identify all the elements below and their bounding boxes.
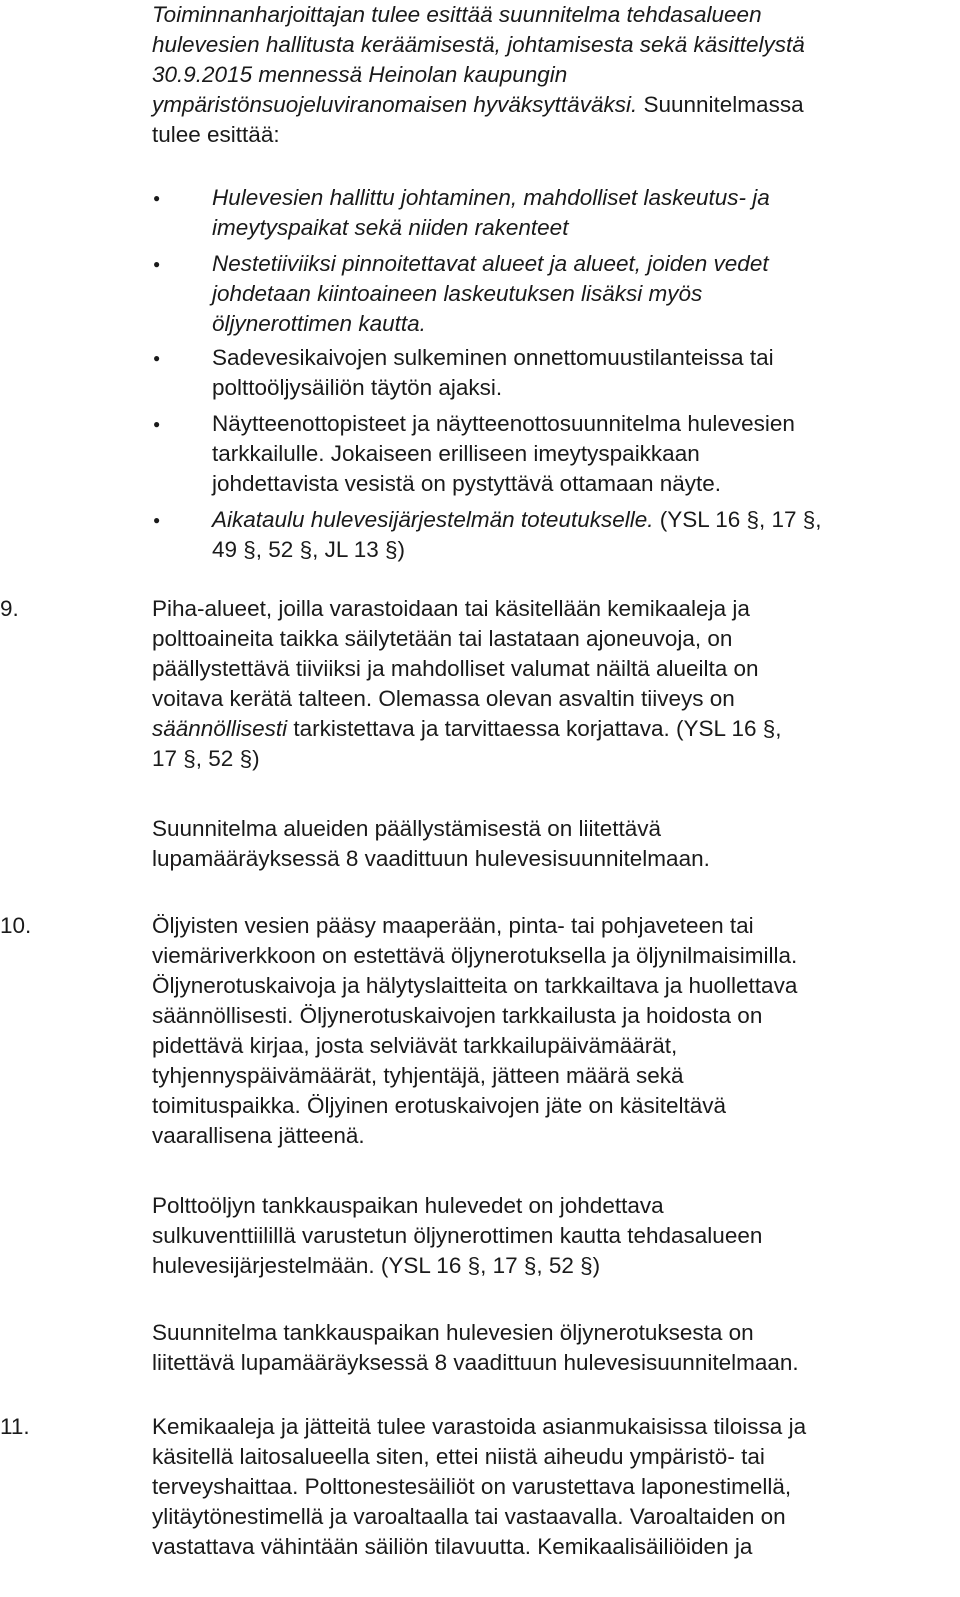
intro-line-2: hulevesien hallitusta keräämisestä, johtamisesta sekä käsittelystä: [152, 32, 805, 57]
bullet-4-line-3: johdettavista vesistä on pystyttävä ottamaan näyte.: [212, 471, 722, 496]
s10-line-1: Öljyisten vesien pääsy maaperään, pinta- tai pohjaveteen tai: [152, 913, 754, 938]
bullet-icon: ●: [153, 191, 161, 205]
s9-line-4: voitava kerätä talteen. Olemassa olevan asvaltin tiiveys on: [152, 686, 735, 711]
section-number: 10.: [0, 913, 32, 938]
intro-line-4-italic: ympäristönsuojeluviranomaisen hyväksyttäväksi.: [152, 92, 638, 117]
s10-line-6: tyhjennyspäivämäärät, tyhjentäjä, jätteen määrä sekä: [152, 1063, 684, 1088]
intro-line-4-regular: Suunnitelmassa: [643, 92, 804, 117]
s10-p2-line-3: hulevesijärjestelmään. (YSL 16 §, 17 §, 52 §): [152, 1253, 601, 1278]
section-number: 11.: [0, 1414, 30, 1439]
bullet-2-line-1: Nestetiiviiksi pinnoitettavat alueet ja alueet, joiden vedet: [212, 251, 769, 276]
s9-line-1: Piha-alueet, joilla varastoidaan tai käsitellään kemikaaleja ja: [152, 596, 750, 621]
s10-p2-line-1: Polttoöljyn tankkauspaikan hulevedet on johdettava: [152, 1193, 664, 1218]
s10-line-2: viemäriverkkoon on estettävä öljynerotuksella ja öljynilmaisimilla.: [152, 943, 798, 968]
bullet-1-line-1: Hulevesien hallittu johtaminen, mahdolliset laskeutus- ja: [212, 185, 770, 210]
bullet-icon: ●: [153, 351, 161, 365]
s9-line-6: 17 §, 52 §): [152, 746, 260, 771]
s10-p3-line-1: Suunnitelma tankkauspaikan hulevesien öljynerotuksesta on: [152, 1320, 754, 1345]
bullet-5-line-2: 49 §, 52 §, JL 13 §): [212, 537, 406, 562]
s11-line-5: vastattava vähintään säiliön tilavuutta. Kemikaalisäiliöiden ja: [152, 1534, 753, 1559]
s9-line-3: päällystettävä tiiviiksi ja mahdolliset valumat näiltä alueilta on: [152, 656, 759, 681]
bullet-3-line-1: Sadevesikaivojen sulkeminen onnettomuustilanteissa tai: [212, 345, 774, 370]
s11-line-4: ylitäytönestimellä ja varoaltaalla tai vastaavalla. Varoaltaiden on: [152, 1504, 786, 1529]
s9-p2-line-1: Suunnitelma alueiden päällystämisestä on liitettävä: [152, 816, 662, 841]
bullet-2-line-2: johdetaan kiintoaineen laskeutuksen lisäksi myös: [212, 281, 703, 306]
s11-line-3: terveyshaittaa. Polttonestesäiliöt on varustettava laponestimellä,: [152, 1474, 792, 1499]
bullet-3-line-2: polttoöljysäiliön täytön ajaksi.: [212, 375, 503, 400]
s10-line-4: säännöllisesti. Öljynerotuskaivojen tarkkailusta ja hoidosta on: [152, 1003, 763, 1028]
intro-line-3: 30.9.2015 mennessä Heinolan kaupungin: [152, 62, 568, 87]
bullet-2-line-3: öljynerottimen kautta.: [212, 311, 426, 336]
bullet-5-line-1: [212, 505, 822, 535]
bullet-4-line-1: Näytteenottopisteet ja näytteenottosuunnitelma hulevesien: [212, 411, 795, 436]
bullet-1-line-2: imeytyspaikat sekä niiden rakenteet: [212, 215, 569, 240]
bullet-icon: ●: [153, 417, 161, 431]
s9-line-5: [152, 714, 782, 744]
s10-line-8: vaarallisena jätteenä.: [152, 1123, 365, 1148]
intro-line-1: Toiminnanharjoittajan tulee esittää suunnitelma tehdasalueen: [152, 2, 762, 27]
bullet-5-italic: Aikataulu hulevesijärjestelmän toteutukselle.: [212, 507, 654, 532]
s10-line-3: Öljynerotuskaivoja ja hälytyslaitteita on tarkkailtava ja huollettava: [152, 973, 798, 998]
intro-line-4: [152, 90, 804, 120]
s9-line-5-italic: säännöllisesti: [152, 716, 288, 741]
bullet-icon: ●: [153, 257, 161, 271]
bullet-5-regular: (YSL 16 §, 17 §,: [659, 507, 822, 532]
s9-line-5-regular: tarkistettava ja tarvittaessa korjattava. (YSL 16 §,: [293, 716, 782, 741]
s9-p2-line-2: lupamääräyksessä 8 vaadittuun hulevesisuunnitelmaan.: [152, 846, 710, 871]
section-number: 9.: [0, 596, 19, 621]
s10-line-7: toimituspaikka. Öljyinen erotuskaivojen jäte on käsiteltävä: [152, 1093, 727, 1118]
bullet-icon: ●: [153, 513, 161, 527]
s11-line-1: Kemikaaleja ja jätteitä tulee varastoida asianmukaisissa tiloissa ja: [152, 1414, 807, 1439]
s10-p2-line-2: sulkuventtiilillä varustetun öljynerottimen kautta tehdasalueen: [152, 1223, 763, 1248]
s10-p3-line-2: liitettävä lupamääräyksessä 8 vaadittuun hulevesisuunnitelmaan.: [152, 1350, 799, 1375]
s11-line-2: käsitellä laitosalueella siten, ettei niistä aiheudu ympäristö- tai: [152, 1444, 765, 1469]
intro-line-5: tulee esittää:: [152, 122, 280, 147]
s9-line-2: polttoaineita taikka säilytetään tai lastataan ajoneuvoja, on: [152, 626, 733, 651]
s10-line-5: pidettävä kirjaa, josta selviävät tarkkailupäivämäärät,: [152, 1033, 678, 1058]
bullet-4-line-2: tarkkailulle. Jokaiseen erilliseen imeytyspaikkaan: [212, 441, 700, 466]
